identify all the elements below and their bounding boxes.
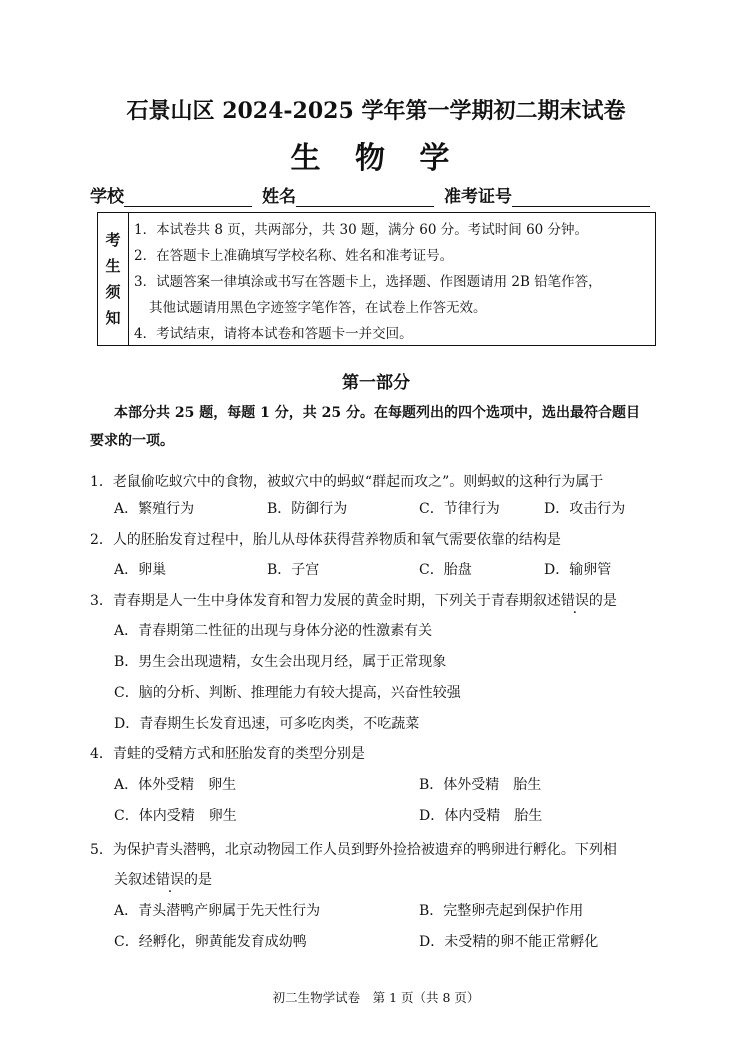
question-5-stem-line2: 关叙述错误的是 (114, 872, 212, 888)
question-5-option-b[interactable]: B．完整卵壳起到保护作用 (419, 903, 584, 919)
question-1-option-b[interactable]: B．防御行为 (267, 501, 348, 517)
school-blank[interactable] (124, 188, 252, 207)
notice-item: 其他试题请用黑色字迹签字笔作答，在试卷上作答无效。 (149, 300, 487, 316)
notice-items (134, 217, 602, 347)
name-field[interactable] (262, 182, 434, 207)
exam-notice-box (97, 212, 656, 346)
notice-item: 3．试题答案一律填涂或书写在答题卡上，选择题、作图题请用 2B 铅笔作答， (134, 274, 602, 290)
notice-item: 1．本试卷共 8 页，共两部分，共 30 题，满分 60 分。考试时间 60 分钟。 (134, 222, 589, 238)
exam-number-blank[interactable] (512, 188, 650, 207)
question-2-option-c[interactable]: C．胎盘 (419, 562, 472, 578)
question-4-option-c[interactable]: C．体内受精 卵生 (114, 808, 237, 824)
question-5-stem-line1: 5．为保护青头潜鸭，北京动物园工作人员到野外捡拾被遗弃的鸭卵进行孵化。下列相 (90, 842, 617, 858)
emphasis-wrong: 错误 (156, 872, 184, 888)
question-4-stem: 4．青蛙的受精方式和胚胎发育的类型分别是 (90, 746, 365, 762)
question-1-option-d[interactable]: D．攻击行为 (544, 501, 626, 517)
question-3-option-b[interactable]: B．男生会出现遗精，女生会出现月经，属于正常现象 (114, 654, 447, 670)
emphasis-wrong: 错误 (560, 593, 589, 609)
subject-title: 生 物 学 (290, 141, 462, 176)
question-4-option-d[interactable]: D．体内受精 胎生 (419, 808, 543, 824)
question-5-option-d[interactable]: D．未受精的卵不能正常孵化 (419, 934, 599, 950)
exam-number-field[interactable] (444, 182, 650, 207)
name-blank[interactable] (296, 188, 434, 207)
question-1-option-c[interactable]: C．节律行为 (419, 501, 500, 517)
notice-item: 2．在答题卡上准确填写学校名称、姓名和准考证号。 (134, 248, 454, 264)
notice-item: 4．考试结束，请将本试卷和答题卡一并交回。 (134, 326, 413, 342)
school-field[interactable] (90, 182, 252, 207)
question-5-option-a[interactable]: A．青头潜鸭产卵属于先天性行为 (114, 903, 321, 919)
notice-label: 考 生 须 知 (98, 213, 129, 345)
part-one-title: 第一部分 (342, 373, 410, 393)
question-4-option-b[interactable]: B．体外受精 胎生 (419, 777, 542, 793)
question-2-option-d[interactable]: D．输卵管 (544, 562, 612, 578)
question-3-option-a[interactable]: A．青春期第二性征的出现与身体分泌的性激素有关 (114, 623, 433, 639)
question-2-option-b[interactable]: B．子宫 (267, 562, 320, 578)
school-label: 学校 (90, 187, 124, 207)
page-footer: 初二生物学试卷 第 1 页（共 8 页） (272, 990, 480, 1005)
name-label: 姓名 (262, 187, 296, 207)
student-info-fields (90, 182, 660, 207)
question-5-option-c[interactable]: C．经孵化，卵黄能发育成幼鸭 (114, 934, 307, 950)
part-intro-line2: 要求的一项。 (90, 433, 174, 449)
question-3-option-c[interactable]: C．脑的分析、判断、推理能力有较大提高，兴奋性较强 (114, 685, 461, 701)
exam-title: 石景山区 2024-2025 学年第一学期初二期末试卷 (126, 98, 626, 124)
question-3-option-d[interactable]: D．青春期生长发育迅速，可多吃肉类，不吃蔬菜 (114, 716, 420, 732)
question-2-option-a[interactable]: A．卵巢 (114, 562, 167, 578)
question-1-stem: 1．老鼠偷吃蚁穴中的食物，被蚁穴中的蚂蚁“群起而攻之”。则蚂蚁的这种行为属于 (90, 474, 604, 490)
question-1-option-a[interactable]: A．繁殖行为 (114, 501, 195, 517)
exam-number-label: 准考证号 (444, 187, 512, 207)
question-4-option-a[interactable]: A．体外受精 卵生 (114, 777, 237, 793)
part-intro-line1: 本部分共 25 题，每题 1 分，共 25 分。在每题列出的四个选项中，选出最符合题目 (114, 405, 640, 421)
question-2-stem: 2．人的胚胎发育过程中，胎儿从母体获得营养物质和氧气需要依靠的结构是 (90, 532, 561, 548)
question-3-stem: 3．青春期是人一生中身体发育和智力发展的黄金时期，下列关于青春期叙述错误的是 (90, 593, 617, 609)
